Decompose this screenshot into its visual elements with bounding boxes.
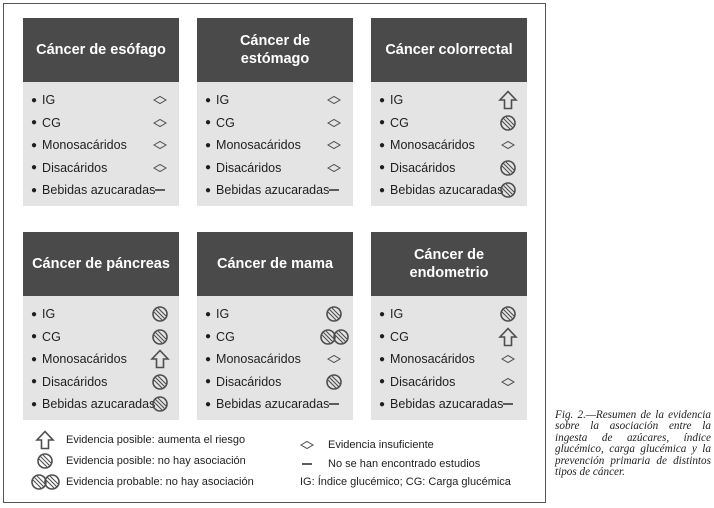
dash-icon [319,394,349,414]
figure-frame [3,3,546,503]
diamond-icon [145,113,175,133]
diamond-icon [319,90,349,110]
row-label: IG [216,307,230,322]
row-label: CG [390,115,409,130]
list-item: ● Disacáridos [197,371,353,394]
list-item: ● Bebidas azucaradas [23,393,179,416]
diamond-icon [288,435,322,455]
dash-icon [493,394,523,414]
no-association-icon [26,451,60,471]
list-item: ● Bebidas azucaradas [197,393,353,416]
diamond-icon [493,349,523,369]
diamond-icon [319,113,349,133]
card-title: Cáncer de endometrio [371,232,527,296]
no-association-icon [145,304,175,324]
list-item: ● Disacáridos [371,157,527,180]
row-label: Monosacáridos [216,352,301,367]
list-item: ● Bebidas azucaradas [371,179,527,202]
legend-item-double-no-circle: Evidencia probable: no hay asociación [20,472,254,492]
row-label: IG [42,93,56,108]
row-label: IG [390,93,404,108]
diamond-icon [493,135,523,155]
row-label: Bebidas azucaradas [390,397,504,412]
list-item: ● CG [197,326,353,349]
legend-item-dash: No se han encontrado estudios [288,454,480,474]
row-label: Disacáridos [390,374,456,389]
no-association-icon [145,327,175,347]
row-label: Disacáridos [42,374,108,389]
card-title: Cáncer de mama [197,232,353,296]
row-label: Disacáridos [390,160,456,175]
legend-item-arrow: Evidencia posible: aumenta el riesgo [26,430,245,450]
card-title: Cáncer de estómago [197,18,353,82]
row-label: CG [216,329,235,344]
legend-abbreviations: IG: Índice glucémico; CG: Carga glucémica [300,476,511,488]
no-association-icon [493,304,523,324]
probable-no-association-icon [20,472,60,492]
card-title: Cáncer colorrectal [371,18,527,82]
row-label: IG [390,307,404,322]
row-label: Bebidas azucaradas [216,397,330,412]
no-association-icon [145,372,175,392]
dash-icon [288,454,322,474]
list-item: ● Monosacáridos [371,348,527,371]
list-item: ● IG [197,89,353,112]
dash-icon [145,180,175,200]
card-pancreas [23,232,179,420]
diamond-icon [145,135,175,155]
row-label: Bebidas azucaradas [42,183,156,198]
legend-item-no-circle: Evidencia posible: no hay asociación [26,451,246,471]
list-item: ● IG [197,303,353,326]
row-label: CG [216,115,235,130]
row-label: Monosacáridos [42,138,127,153]
list-item: ● Bebidas azucaradas [23,179,179,202]
list-item: ● Monosacáridos [197,348,353,371]
no-association-icon [493,113,523,133]
list-item: ● CG [371,326,527,349]
arrow-up-icon [26,430,60,450]
no-association-icon [493,158,523,178]
row-label: Disacáridos [216,374,282,389]
row-label: Bebidas azucaradas [42,397,156,412]
row-label: Disacáridos [216,160,282,175]
list-item: ● CG [371,112,527,135]
list-item: ● IG [371,303,527,326]
row-label: Bebidas azucaradas [216,183,330,198]
row-label: Monosacáridos [216,138,301,153]
probable-no-association-icon [319,327,349,347]
arrow-up-icon [493,327,523,347]
diamond-icon [319,349,349,369]
list-item: ● Bebidas azucaradas [371,393,527,416]
row-label: Monosacáridos [390,352,475,367]
row-label: CG [42,329,61,344]
diamond-icon [493,372,523,392]
card-title: Cáncer de páncreas [23,232,179,296]
list-item: ● CG [197,112,353,135]
diamond-icon [319,158,349,178]
list-item: ● CG [23,112,179,135]
list-item: ● IG [23,89,179,112]
list-item: ● Monosacáridos [23,134,179,157]
dash-icon [319,180,349,200]
figure-caption: Fig. 2.—Resumen de la evidencia sobre la asociación entre la ingesta de azúcares, índice glucémico, carga glucémica y la prevención primaria de distintos tipos de cáncer. [555,409,711,479]
list-item: ● Disacáridos [23,371,179,394]
diamond-icon [145,158,175,178]
row-label: Monosacáridos [42,352,127,367]
diamond-icon [145,90,175,110]
legend-item-diamond: Evidencia insuficiente [288,435,434,455]
diamond-icon [319,135,349,155]
row-label: Monosacáridos [390,138,475,153]
list-item: ● Disacáridos [371,371,527,394]
list-item: ● Bebidas azucaradas [197,179,353,202]
list-item: ● IG [23,303,179,326]
card-breast [197,232,353,420]
card-title: Cáncer de esófago [23,18,179,82]
list-item: ● Disacáridos [197,157,353,180]
list-item: ● Monosacáridos [23,348,179,371]
no-association-icon [493,180,523,200]
row-label: IG [216,93,230,108]
row-label: CG [390,329,409,344]
arrow-up-icon [493,90,523,110]
row-label: Bebidas azucaradas [390,183,504,198]
row-label: IG [42,307,56,322]
list-item: ● Monosacáridos [197,134,353,157]
no-association-icon [319,372,349,392]
no-association-icon [145,394,175,414]
row-label: CG [42,115,61,130]
list-item: ● CG [23,326,179,349]
list-item: ● Monosacáridos [371,134,527,157]
no-association-icon [319,304,349,324]
list-item: ● Disacáridos [23,157,179,180]
list-item: ● IG [371,89,527,112]
arrow-up-icon [145,349,175,369]
row-label: Disacáridos [42,160,108,175]
card-endometrium [371,232,527,420]
